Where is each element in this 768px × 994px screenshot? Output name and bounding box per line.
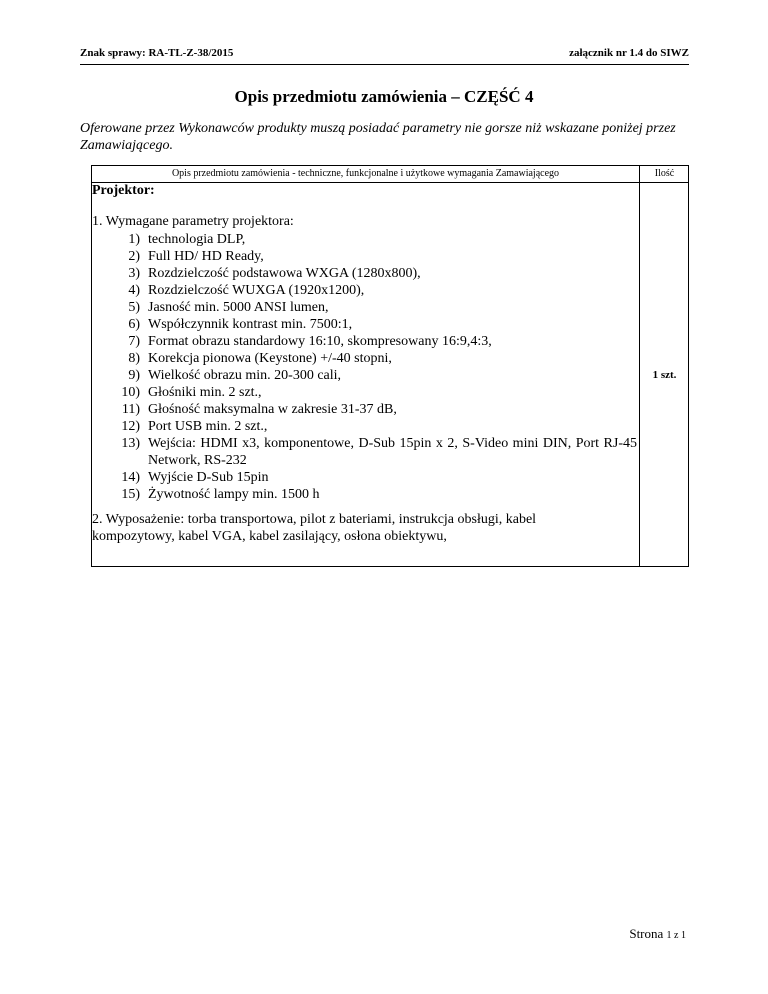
list-item-number: 5) bbox=[128, 300, 140, 315]
list-item-number: 10) bbox=[121, 385, 140, 400]
list-item-number: 8) bbox=[128, 351, 140, 366]
list-item-number: 14) bbox=[121, 470, 140, 485]
list-item-text: Rozdzielczość WUXGA (1920x1200), bbox=[148, 283, 365, 298]
list-item bbox=[92, 401, 637, 418]
list-item-text: Format obrazu standardowy 16:10, skompresowany 16:9,4:3, bbox=[148, 334, 492, 349]
list-item-text: Wejścia: HDMI x3, komponentowe, D-Sub 15pin x 2, S-Video mini DIN, Port RJ-45 Network, RS-232 bbox=[148, 436, 637, 468]
list-item-number: 13) bbox=[121, 436, 140, 451]
list-item bbox=[92, 316, 637, 333]
page-footer bbox=[629, 926, 686, 942]
intro-text: Oferowane przez Wykonawców produkty muszą posiadać parametry nie gorsze niż wskazane poniżej przez Zamawiającego. bbox=[80, 121, 676, 153]
list-item bbox=[92, 418, 637, 435]
list-item bbox=[92, 282, 637, 299]
list-item-number: 11) bbox=[121, 402, 140, 417]
specification-table bbox=[91, 165, 689, 567]
list-item bbox=[92, 350, 637, 367]
requirements-list bbox=[92, 231, 637, 503]
list-item-number: 6) bbox=[128, 317, 140, 332]
list-item bbox=[92, 486, 637, 503]
list-item-number: 4) bbox=[128, 283, 140, 298]
list-item-number: 3) bbox=[128, 266, 140, 281]
list-item-text: Wyjście D-Sub 15pin bbox=[148, 470, 269, 485]
list-item-text: Żywotność lampy min. 1500 h bbox=[148, 487, 320, 502]
list-item bbox=[92, 435, 637, 469]
list-item bbox=[92, 265, 637, 282]
list-item-number: 9) bbox=[128, 368, 140, 383]
header-divider bbox=[92, 182, 688, 183]
list-item bbox=[92, 299, 637, 316]
list-item-text: Rozdzielczość podstawowa WXGA (1280x800), bbox=[148, 266, 421, 281]
case-number: Znak sprawy: RA-TL-Z-38/2015 bbox=[80, 47, 234, 59]
list-item-text: Głośniki min. 2 szt., bbox=[148, 385, 262, 400]
list-item bbox=[92, 248, 637, 265]
list-item-text: Full HD/ HD Ready, bbox=[148, 249, 264, 264]
column-header-description: Opis przedmiotu zamówienia - techniczne, funkcjonalne i użytkowe wymagania Zamawiającego bbox=[171, 168, 560, 179]
list-item-number: 12) bbox=[121, 419, 140, 434]
list-item bbox=[92, 384, 637, 401]
list-item-number: 2) bbox=[128, 249, 140, 264]
document-header bbox=[80, 47, 689, 65]
page-number: 1 z 1 bbox=[666, 930, 686, 941]
list-item-text: Port USB min. 2 szt., bbox=[148, 419, 268, 434]
list-item-text: Jasność min. 5000 ANSI lumen, bbox=[148, 300, 329, 315]
column-divider bbox=[639, 166, 640, 566]
page-label: Strona bbox=[629, 926, 664, 941]
list-item bbox=[92, 333, 637, 350]
list-item bbox=[92, 367, 637, 384]
requirements-title: 1. Wymagane parametry projektora: bbox=[92, 214, 294, 229]
list-item-text: Wielkość obrazu min. 20-300 cali, bbox=[148, 368, 342, 383]
quantity-value: 1 szt. bbox=[652, 369, 677, 381]
column-header-quantity: Ilość bbox=[654, 168, 675, 179]
page-title: Opis przedmiotu zamówienia – CZĘŚĆ 4 bbox=[234, 87, 534, 106]
list-item-number: 1) bbox=[128, 232, 140, 247]
list-item bbox=[92, 231, 637, 248]
section-title: Projektor: bbox=[92, 183, 155, 198]
list-item-number: 15) bbox=[121, 487, 140, 502]
list-item-text: Głośność maksymalna w zakresie 31-37 dB, bbox=[148, 402, 397, 417]
list-item-text: technologia DLP, bbox=[148, 232, 246, 247]
list-item bbox=[92, 469, 637, 486]
list-item-text: Korekcja pionowa (Keystone) +/-40 stopni, bbox=[148, 351, 392, 366]
list-item-number: 7) bbox=[128, 334, 140, 349]
attachment-label: załącznik nr 1.4 do SIWZ bbox=[569, 47, 689, 59]
list-item-text: Współczynnik kontrast min. 7500:1, bbox=[148, 317, 353, 332]
equipment-text: 2. Wyposażenie: torba transportowa, pilot z bateriami, instrukcja obsługi, kabel kompozytowy, kabel VGA, kabel zasilający, osłona obiektywu, bbox=[92, 512, 537, 544]
